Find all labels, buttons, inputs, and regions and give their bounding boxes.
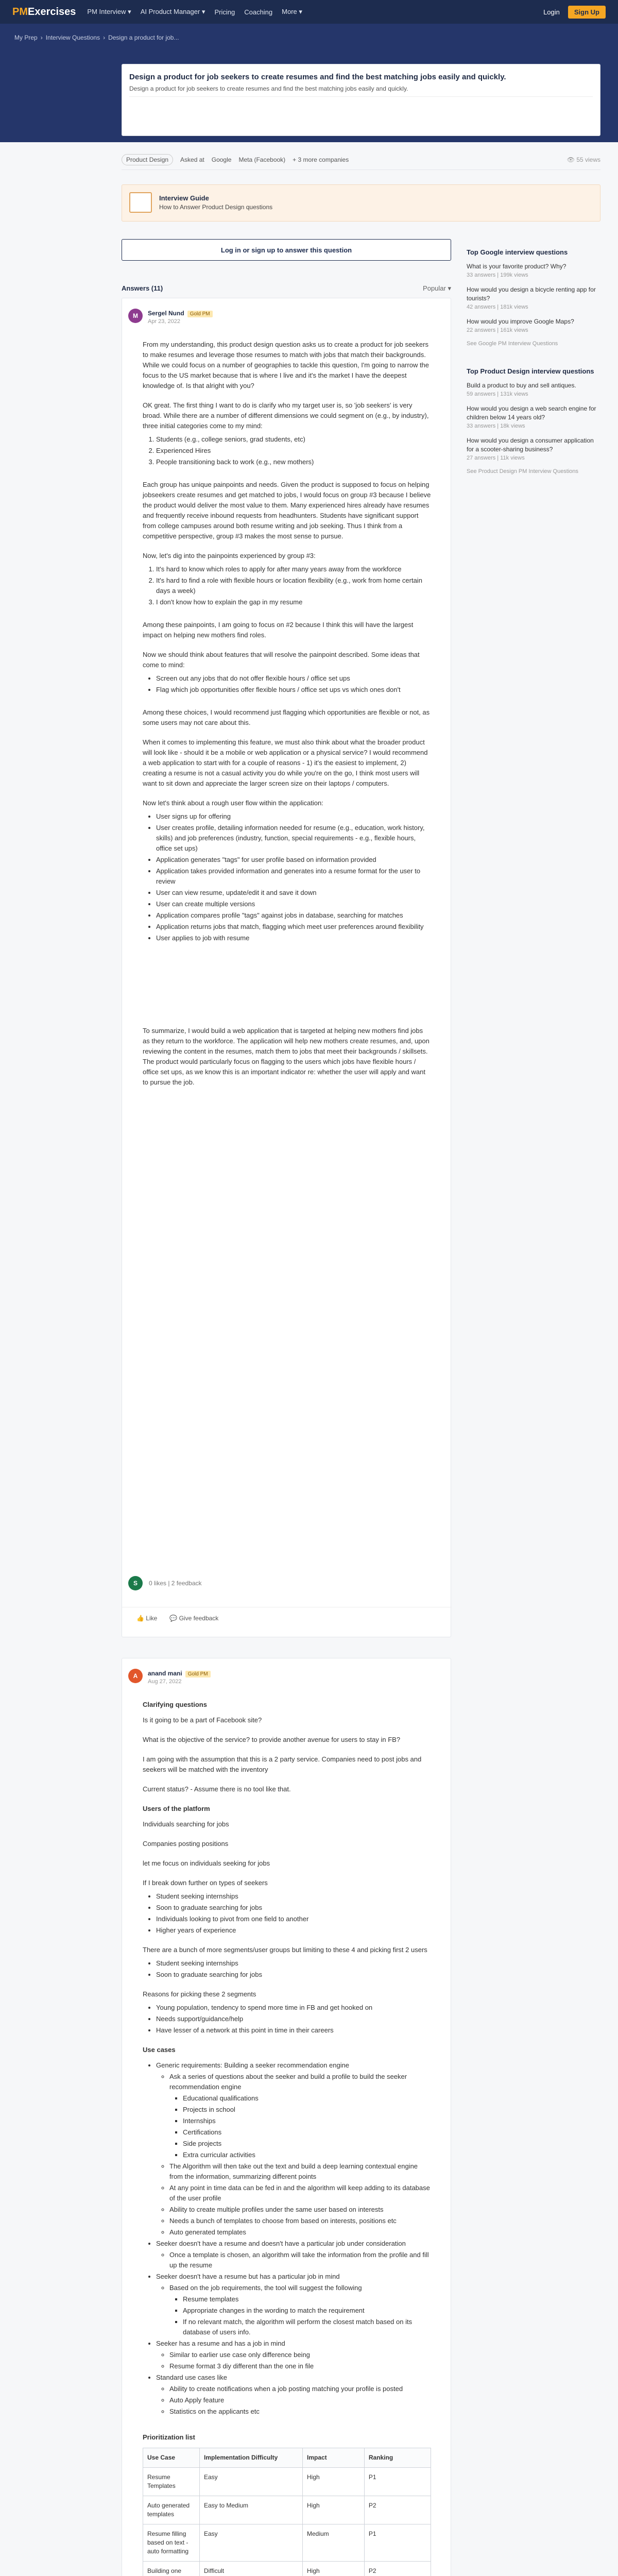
painpoint-list <box>143 564 431 607</box>
gold-badge: Gold PM <box>185 1671 211 1677</box>
sidebar-question[interactable]: How would you improve Google Maps? 22 answers | 161k views <box>467 318 574 333</box>
question-divider <box>129 96 593 122</box>
table-cell: High <box>303 2562 365 2576</box>
tag-product-design[interactable]: Product Design <box>122 154 173 165</box>
sidebar-design-title: Top Product Design interview questions <box>467 367 594 375</box>
table-cell: Building one <box>143 2562 200 2576</box>
question-meta <box>122 149 600 170</box>
list-item: ◦ Needs a bunch of templates to choose from based on interests, positions etc <box>169 2216 431 2226</box>
table-cell: High <box>303 2468 365 2496</box>
list-item: ▪ Resume templates <box>183 2294 431 2304</box>
list-item: • Seeker doesn't have a resume but has a particular job in mind ◦ Based on the job requirements, the tool will suggest the following ▪ Resume templates ▪ Appropriate changes in the wording to match the requirement ▪ If no relevant match, the algorithm will perform the closest match based on its database of users info. <box>156 2272 431 2337</box>
table-row <box>143 2562 431 2576</box>
section-heading: Users of the platform <box>143 1805 210 1812</box>
paragraph: Companies posting positions <box>143 1840 229 1848</box>
list-item: ◦ Ask a series of questions about the seeker and build a profile to build the seeker recommendation engine ▪ Educational qualifications ▪ Projects in school ▪ Internships ▪ Certifications ▪ Side projects ▪ Extra curricular activities <box>169 2072 431 2160</box>
breadcrumb <box>14 34 179 41</box>
table-cell: Easy <box>200 2468 303 2496</box>
paragraph: let me focus on individuals seeking for jobs <box>143 1859 270 1867</box>
list-item: ▪ Side projects <box>183 2139 431 2149</box>
interview-guide-banner[interactable] <box>122 184 600 222</box>
table-cell: P1 <box>364 2524 431 2562</box>
list-item: ◦ Resume format 3 diy different than the one in file <box>169 2361 431 2371</box>
table-header: Ranking <box>364 2448 431 2468</box>
avatar[interactable]: S <box>128 1576 143 1590</box>
table-cell: Easy to Medium <box>200 2496 303 2524</box>
answer-actions <box>122 1607 452 1629</box>
use-cases-list <box>143 2060 431 2417</box>
book-icon <box>129 192 152 213</box>
list-item: • Needs support/guidance/help <box>156 2014 431 2024</box>
list-item: 3. People transitioning back to work (e.g., new mothers) <box>156 457 431 467</box>
list-item: • Application compares profile "tags" against jobs in database, searching for matches <box>156 910 431 921</box>
list-item: • Soon to graduate searching for jobs <box>156 1903 431 1913</box>
paragraph: OK great. The first thing I want to do is clarify who my target user is, so 'job seekers' is very broad. While there are a number of different dimensions we could segment on (e.g., by industry), three initial categories come to my mind: <box>143 401 429 430</box>
list-item: • Application takes provided information and generates into a resume format for the user to review <box>156 866 431 887</box>
table-cell: P2 <box>364 2562 431 2576</box>
list-item: • Individuals looking to pivot from one field to another <box>156 1914 431 1924</box>
signup-button[interactable]: Sign Up <box>568 6 606 19</box>
paragraph: Now let's think about a rough user flow within the application: <box>143 799 323 807</box>
list-item: • Application generates "tags" for user profile based on information provided <box>156 855 431 865</box>
answer-date: Apr 23, 2022 <box>148 318 180 325</box>
question-title: Design a product for job seekers to create resumes and find the best matching jobs easily and quickly. <box>129 73 506 81</box>
table-row <box>143 2524 431 2562</box>
company-google[interactable]: Google <box>211 156 232 163</box>
paragraph: What is the objective of the service? to provide another avenue for users to stay in FB? <box>143 1736 401 1743</box>
nav-item-pm-interview[interactable]: PM Interview ▾ <box>87 8 131 15</box>
list-item: ▪ Internships <box>183 2116 431 2126</box>
top-nav <box>0 0 618 24</box>
list-item: • User can create multiple versions <box>156 899 431 909</box>
list-item: ◦ Statistics on the applicants etc <box>169 2406 431 2417</box>
list-item: 2. It's hard to find a role with flexible hours or location flexibility (e.g., work from home certain days a week) <box>156 575 431 596</box>
gold-badge: Gold PM <box>187 311 213 317</box>
paragraph: There are a bunch of more segments/user groups but limiting to these 4 and picking first 2 users <box>143 1946 427 1954</box>
list-item: • User creates profile, detailing information needed for resume (e.g., education, work history, skills) and job preferences (industry, function, special requirements - e.g., flexible hours, office set ups) <box>156 823 431 854</box>
eye-icon: 👁 <box>566 156 577 163</box>
list-item: • Seeker has a resume and has a job in mind ◦ Similar to earlier use case only difference being ◦ Resume format 3 diy different than the one in file <box>156 2338 431 2371</box>
more-companies[interactable]: + 3 more companies <box>293 156 349 163</box>
table-cell: P1 <box>364 2468 431 2496</box>
paragraph: When it comes to implementing this feature, we must also think about what the broader product will look like - should it be a mobile or web application or a physical service? I would recommend a web application to start with for a couple of reasons - 1) it's the easiest to implement, 2) creating a resume is not a casual activity you do while you're on the go, I think most users will want to sit down and appreciate the larger screen size on their laptops / computers. <box>143 738 428 787</box>
table-row <box>143 2496 431 2524</box>
login-to-answer-button[interactable]: Log in or sign up to answer this question <box>122 239 451 261</box>
paragraph: Each group has unique painpoints and needs. Given the product is supposed to focus on helping jobseekers create resumes and get matched to jobs, I would focus on group #3 because I believe the product would deliver the most value to them. Many experienced hires already have resumes and frequently receive inbound requests from headhunters. Students have significant support from college campuses around both resume writing and job seeking. Thus I think from a competitive perspective, group #3 makes the most sense to pursue. <box>143 481 431 540</box>
segment-list <box>143 434 431 467</box>
answer-date: Aug 27, 2022 <box>148 1679 182 1685</box>
list-item: • Young population, tendency to spend more time in FB and get hooked on <box>156 2003 431 2013</box>
paragraph: Reasons for picking these 2 segments <box>143 1990 256 1998</box>
user-flow-list <box>143 811 431 943</box>
list-item: ◦ Auto Apply feature <box>169 2395 431 2405</box>
reasons-list <box>143 2003 431 2036</box>
list-item: ◦ The Algorithm will then take out the text and build a deep learning contextual engine from the information, summarizing different points <box>169 2161 431 2182</box>
list-item: ◦ Similar to earlier use case only difference being <box>169 2350 431 2360</box>
table-header: Impact <box>303 2448 365 2468</box>
list-item: ◦ Ability to create notifications when a job posting matching your profile is posted <box>169 2384 431 2394</box>
answer-body <box>143 340 431 1097</box>
breadcrumb-current: Design a product for job... <box>108 34 179 41</box>
like-button[interactable]: 👍 Like <box>136 1614 158 1622</box>
paragraph: To summarize, I would build a web application that is targeted at helping new mothers find jobs as they return to the workforce. The application will help new mothers create resumes, and, upon reviewing the content in the resumes, match them to jobs that meet their backgrounds / skillsets. The product would particularly focus on flagging to the users which jobs have flexible hours / office set ups, as we know this is an important indicator re: whether the user will apply and want to pursue the job. <box>143 1027 430 1086</box>
comment-icon: 💬 <box>169 1614 179 1622</box>
see-google-questions-link[interactable]: See Google PM Interview Questions <box>467 341 558 347</box>
company-meta[interactable]: Meta (Facebook) <box>238 156 286 163</box>
seeker-types-list <box>143 1891 431 1936</box>
table-cell: High <box>303 2496 365 2524</box>
avatar[interactable]: M <box>128 309 143 323</box>
table-cell: Difficult <box>200 2562 303 2576</box>
table-cell: Easy <box>200 2524 303 2562</box>
paragraph: Among these choices, I would recommend just flagging which opportunities are flexible or not, as some users may not care about this. <box>143 708 430 726</box>
breadcrumb-separator: › <box>40 34 43 41</box>
guide-title: Interview Guide <box>159 194 209 202</box>
list-item: • Screen out any jobs that do not offer flexible hours / office set ups <box>156 673 431 684</box>
list-item: ▪ If no relevant match, the algorithm will perform the closest match based on its database of users info. <box>183 2317 431 2337</box>
list-item: ◦ Auto generated templates <box>169 2227 431 2238</box>
likes-feedback-count[interactable]: 0 likes | 2 feedback <box>149 1580 202 1587</box>
table-cell: Resume Templates <box>143 2468 200 2496</box>
sidebar <box>467 248 600 495</box>
table-cell: Medium <box>303 2524 365 2562</box>
table-cell: P2 <box>364 2496 431 2524</box>
answers-header <box>122 284 451 293</box>
answer-stats <box>128 1576 202 1590</box>
answer-author <box>128 1669 211 1685</box>
chosen-segments-list <box>143 1958 431 1980</box>
sidebar-question[interactable]: How would you design a consumer application for a scooter-sharing business? 27 answers | 11k views <box>467 437 594 461</box>
table-header-row <box>143 2448 431 2468</box>
list-item: ▪ Projects in school <box>183 2105 431 2115</box>
see-design-questions-link[interactable]: See Product Design PM Interview Questions <box>467 468 579 474</box>
table-cell: Resume filling based on text - auto formatting <box>143 2524 200 2562</box>
sidebar-google-title: Top Google interview questions <box>467 248 568 256</box>
list-item: • Standard use cases like ◦ Ability to create notifications when a job posting matching your profile is posted ◦ Auto Apply feature ◦ Statistics on the applicants etc <box>156 2372 431 2417</box>
breadcrumb-separator: › <box>103 34 106 41</box>
list-item: • Have lesser of a network at this point in time in their careers <box>156 2025 431 2036</box>
login-button[interactable]: Login <box>543 8 560 16</box>
list-item: • Student seeking internships <box>156 1958 431 1969</box>
question-subtitle: Design a product for job seekers to create resumes and find the best matching jobs easily and quickly. <box>129 85 408 92</box>
list-item: ▪ Extra curricular activities <box>183 2150 431 2160</box>
list-item: 3. I don't know how to explain the gap in my resume <box>156 597 431 607</box>
paragraph: Among these painpoints, I am going to focus on #2 because I think this will have the largest impact on helping new mothers find roles. <box>143 621 414 639</box>
list-item: ▪ Certifications <box>183 2127 431 2138</box>
list-item: ◦ Ability to create multiple profiles under the same user based on interests <box>169 2205 431 2215</box>
sort-dropdown[interactable]: Popular ▾ <box>423 284 451 292</box>
answers-count: Answers (11) <box>122 284 163 292</box>
table-row <box>143 2468 431 2496</box>
answer-card <box>122 298 451 1637</box>
paragraph: I am going with the assumption that this is a 2 party service. Companies need to post jobs and seekers will be matched with the inventory <box>143 1755 422 1773</box>
sidebar-question[interactable]: What is your favorite product? Why? 33 answers | 199k views <box>467 263 566 278</box>
table-header: Use Case <box>143 2448 200 2468</box>
views-count: 👁 55 views <box>566 156 600 163</box>
asked-at-label: Asked at <box>180 156 204 163</box>
feature-list <box>143 673 431 695</box>
nav-item-pricing[interactable]: Pricing <box>214 8 235 16</box>
question-card <box>122 64 600 136</box>
nav-item-more[interactable]: More ▾ <box>282 8 302 15</box>
list-item: • Seeker doesn't have a resume and doesn't have a particular job under consideration ◦ Once a template is chosen, an algorithm will take the information from the profile and fill up the resume <box>156 2239 431 2270</box>
section-heading: Prioritization list <box>143 2433 195 2441</box>
list-item: ▪ Appropriate changes in the wording to match the requirement <box>183 2306 431 2316</box>
list-item: • User applies to job with resume <box>156 933 431 943</box>
author-name[interactable]: Sergel Nund <box>148 310 184 317</box>
answer-card <box>122 1658 451 2576</box>
sidebar-question[interactable]: Build a product to buy and sell antiques. 59 answers | 131k views <box>467 382 576 397</box>
table-cell: Auto generated templates <box>143 2496 200 2524</box>
list-item: • User can view resume, update/edit it and save it down <box>156 888 431 898</box>
sidebar-question[interactable]: How would you design a web search engine for children below 14 years old? 33 answers | 18k views <box>467 405 596 429</box>
list-item: ▪ Educational qualifications <box>183 2093 431 2104</box>
breadcrumb-my-prep[interactable]: My Prep <box>14 34 38 41</box>
give-feedback-button[interactable]: 💬 Give feedback <box>169 1614 219 1622</box>
section-heading: Use cases <box>143 2046 176 2054</box>
section-heading: Clarifying questions <box>143 1701 207 1708</box>
author-name[interactable]: anand mani <box>148 1670 182 1677</box>
list-item: ◦ Based on the job requirements, the tool will suggest the following ▪ Resume templates ▪ Appropriate changes in the wording to match the requirement ▪ If no relevant match, the algorithm will perform the closest match based on its database of users info. <box>169 2283 431 2337</box>
list-item: 1. It's hard to know which roles to apply for after many years away from the workforce <box>156 564 431 574</box>
list-item: • User signs up for offering <box>156 811 431 822</box>
paragraph: If I break down further on types of seekers <box>143 1879 268 1887</box>
list-item: • Generic requirements: Building a seeker recommendation engine ◦ Ask a series of questions about the seeker and build a profile to build the seeker recommendation engine ▪ Educational qualifications ▪ Projects in school ▪ Internships ▪ Certifications ▪ Side projects ▪ Extra curricular activities ◦ The Algorithm will then take out the text and build a deep learning contextual engine from the information, summarizing different points ◦ At any point in time data can be fed in and the algorithm will keep adding to its database of the user profile ◦ Ability to create multiple profiles under the same user based on interests ◦ Needs a bunch of templates to choose from based on interests, positions etc ◦ Auto generated templates <box>156 2060 431 2238</box>
list-item: • Student seeking internships <box>156 1891 431 1902</box>
sidebar-question[interactable]: How would you design a bicycle renting app for tourists? 42 answers | 181k views <box>467 286 596 310</box>
paragraph: From my understanding, this product design question asks us to create a product for job seekers to make resumes and leverage those resumes to match with jobs that match their backgrounds. While we could focus on a number of geographies to tackle this question, I'm going to narrow the focus to the US market because that is where I live and it's the market I have the deepest knowledge of. Is that alright with you? <box>143 341 430 389</box>
paragraph: Current status? - Assume there is no tool like that. <box>143 1785 291 1793</box>
answer-body <box>143 1700 431 2576</box>
answer-author <box>128 309 213 325</box>
list-item: • Application returns jobs that match, flagging which meet user preferences around flexibility <box>156 922 431 932</box>
list-item: 1. Students (e.g., college seniors, grad students, etc) <box>156 434 431 445</box>
guide-subtitle: How to Answer Product Design questions <box>159 204 273 211</box>
list-item: • Soon to graduate searching for jobs <box>156 1970 431 1980</box>
list-item: • Higher years of experience <box>156 1925 431 1936</box>
prioritization-table <box>143 2448 431 2576</box>
breadcrumb-interview-questions[interactable]: Interview Questions <box>45 34 100 41</box>
list-item: ◦ At any point in time data can be fed in and the algorithm will keep adding to its database of the user profile <box>169 2183 431 2204</box>
list-item: 2. Experienced Hires <box>156 446 431 456</box>
logo[interactable]: PMExercises <box>12 6 76 18</box>
nav-item-ai-pm[interactable]: AI Product Manager ▾ <box>140 8 205 15</box>
thumbs-up-icon: 👍 <box>136 1614 146 1622</box>
avatar[interactable]: A <box>128 1669 143 1683</box>
nav-item-coaching[interactable]: Coaching <box>244 8 273 16</box>
paragraph: Now we should think about features that will resolve the painpoint described. Some ideas that come to mind: <box>143 651 420 669</box>
paragraph: Individuals searching for jobs <box>143 1820 229 1828</box>
paragraph: Is it going to be a part of Facebook site? <box>143 1716 262 1724</box>
list-item: ◦ Once a template is chosen, an algorithm will take the information from the profile and fill up the resume <box>169 2250 431 2270</box>
table-header: Implementation Difficulty <box>200 2448 303 2468</box>
list-item: • Flag which job opportunities offer flexible hours / office set ups vs which ones don't <box>156 685 431 695</box>
paragraph: Now, let's dig into the painpoints experienced by group #3: <box>143 552 316 560</box>
